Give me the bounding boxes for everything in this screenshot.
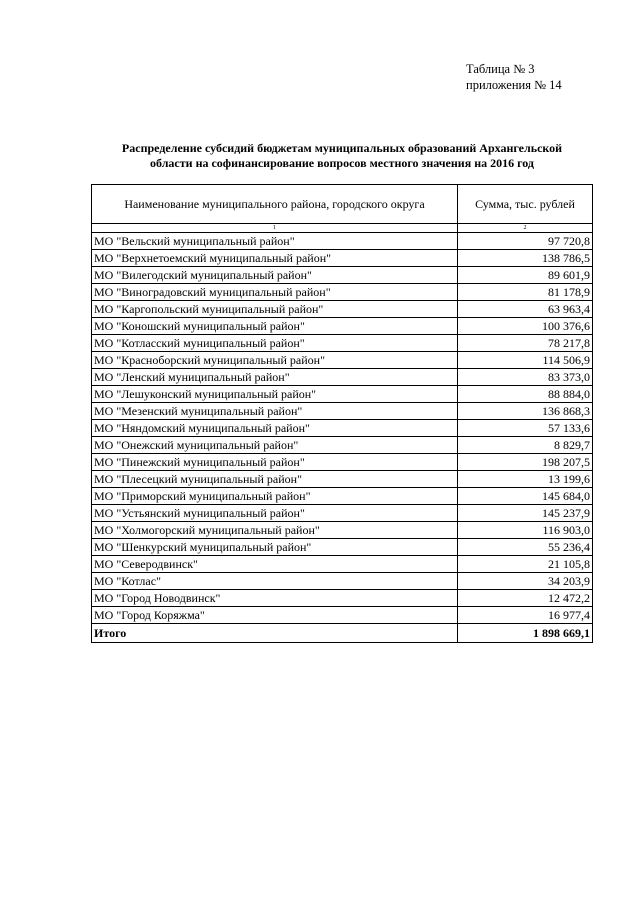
table-row: [92, 284, 593, 301]
row-sum: 97 720,8: [458, 233, 593, 250]
table-reference: [466, 61, 562, 93]
row-sum: 136 868,3: [458, 403, 593, 420]
reference-appendix-number: приложения № 14: [466, 78, 562, 92]
row-name: МО "Северодвинск": [92, 556, 458, 573]
row-name: МО "Онежский муниципальный район": [92, 437, 458, 454]
row-name: МО "Пинежский муниципальный район": [92, 454, 458, 471]
row-name: МО "Красноборский муниципальный район": [92, 352, 458, 369]
row-sum: 8 829,7: [458, 437, 593, 454]
row-sum: 57 133,6: [458, 420, 593, 437]
row-sum: 100 376,6: [458, 318, 593, 335]
table-row: [92, 437, 593, 454]
table-row: [92, 318, 593, 335]
row-name: МО "Верхнетоемский муниципальный район": [92, 250, 458, 267]
document-title: [90, 141, 594, 171]
row-sum: 145 237,9: [458, 505, 593, 522]
row-name: МО "Город Коряжма": [92, 607, 458, 624]
table-row: [92, 267, 593, 284]
row-name: МО "Лешуконский муниципальный район": [92, 386, 458, 403]
table-row: [92, 556, 593, 573]
column-number-1: 1: [92, 224, 458, 233]
row-sum: 81 178,9: [458, 284, 593, 301]
table-row: [92, 420, 593, 437]
table-row: [92, 607, 593, 624]
row-sum: 34 203,9: [458, 573, 593, 590]
row-sum: 16 977,4: [458, 607, 593, 624]
row-sum: 116 903,0: [458, 522, 593, 539]
row-name: МО "Шенкурский муниципальный район": [92, 539, 458, 556]
table-row: [92, 522, 593, 539]
row-sum: 83 373,0: [458, 369, 593, 386]
row-sum: 78 217,8: [458, 335, 593, 352]
table-row: [92, 233, 593, 250]
table-row: [92, 301, 593, 318]
table-row: [92, 352, 593, 369]
row-sum: 12 472,2: [458, 590, 593, 607]
table-row: [92, 539, 593, 556]
row-sum: 145 684,0: [458, 488, 593, 505]
row-name: МО "Холмогорский муниципальный район": [92, 522, 458, 539]
header-sum: Сумма, тыс. рублей: [458, 185, 593, 224]
title-line-2: области на софинансирование вопросов местного значения на 2016 год: [150, 156, 534, 170]
row-name: МО "Город Новодвинск": [92, 590, 458, 607]
row-sum: 89 601,9: [458, 267, 593, 284]
column-number-2: 2: [458, 224, 593, 233]
row-sum: 198 207,5: [458, 454, 593, 471]
table-row: [92, 573, 593, 590]
row-sum: 21 105,8: [458, 556, 593, 573]
table-row: [92, 250, 593, 267]
total-label: Итого: [92, 624, 458, 643]
row-name: МО "Ленский муниципальный район": [92, 369, 458, 386]
total-row: [92, 624, 593, 643]
row-sum: 55 236,4: [458, 539, 593, 556]
row-sum: 13 199,6: [458, 471, 593, 488]
table-row: [92, 369, 593, 386]
table-row: [92, 403, 593, 420]
table-row: [92, 335, 593, 352]
row-name: МО "Приморский муниципальный район": [92, 488, 458, 505]
table-row: [92, 488, 593, 505]
row-name: МО "Вилегодский муниципальный район": [92, 267, 458, 284]
row-name: МО "Мезенский муниципальный район": [92, 403, 458, 420]
column-number-row: [92, 224, 593, 233]
row-name: МО "Котлас": [92, 573, 458, 590]
total-sum: 1 898 669,1: [458, 624, 593, 643]
row-name: МО "Вельский муниципальный район": [92, 233, 458, 250]
row-sum: 114 506,9: [458, 352, 593, 369]
table-header-row: [92, 185, 593, 224]
row-name: МО "Виноградовский муниципальный район": [92, 284, 458, 301]
title-line-1: Распределение субсидий бюджетам муниципальных образований Архангельской: [121, 141, 563, 155]
header-name: Наименование муниципального района, городского округа: [92, 185, 458, 224]
table-row: [92, 454, 593, 471]
reference-table-number: Таблица № 3: [466, 62, 535, 76]
row-name: МО "Котласский муниципальный район": [92, 335, 458, 352]
table-row: [92, 471, 593, 488]
row-name: МО "Каргопольский муниципальный район": [92, 301, 458, 318]
row-name: МО "Коношский муниципальный район": [92, 318, 458, 335]
row-sum: 88 884,0: [458, 386, 593, 403]
subsidy-table: [91, 184, 593, 643]
row-sum: 138 786,5: [458, 250, 593, 267]
row-sum: 63 963,4: [458, 301, 593, 318]
row-name: МО "Устьянский муниципальный район": [92, 505, 458, 522]
row-name: МО "Няндомский муниципальный район": [92, 420, 458, 437]
table-row: [92, 590, 593, 607]
table-row: [92, 386, 593, 403]
table-row: [92, 505, 593, 522]
row-name: МО "Плесецкий муниципальный район": [92, 471, 458, 488]
